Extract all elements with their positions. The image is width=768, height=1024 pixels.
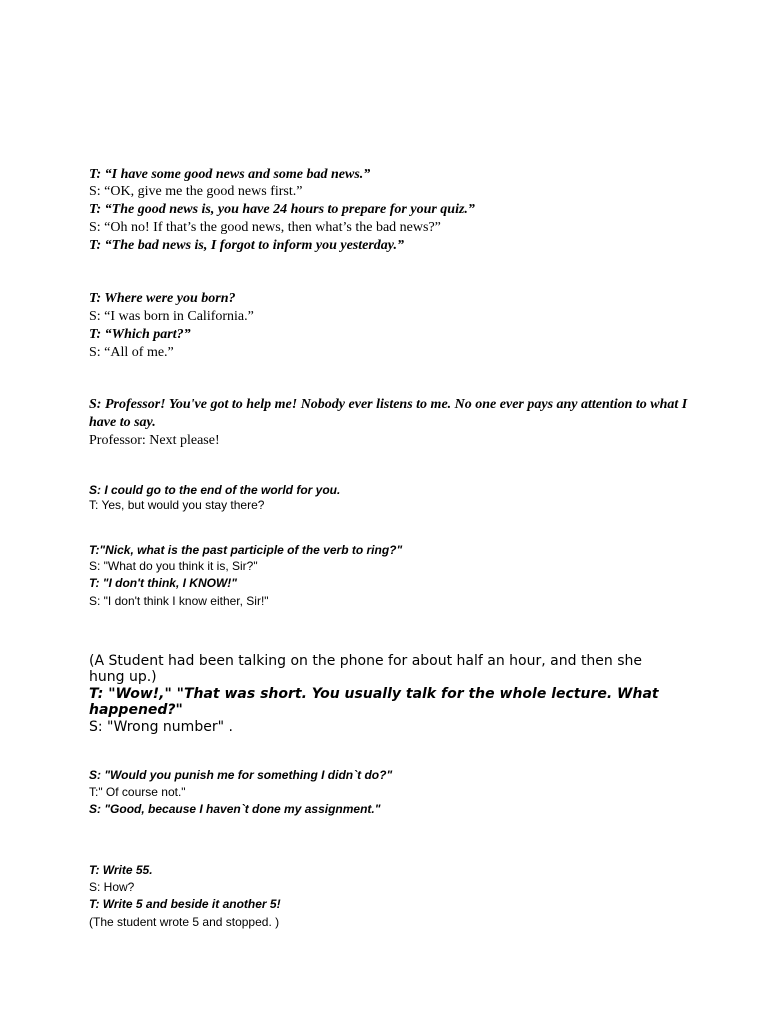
student-line: S: "Good, because I haven`t done my assignment." bbox=[89, 802, 381, 816]
narration-line: (The student wrote 5 and stopped. ) bbox=[89, 915, 280, 929]
student-line: S: "What do you think it is, Sir?" bbox=[89, 559, 258, 573]
teacher-line: T: “Which part?” bbox=[89, 327, 191, 342]
student-line: S: "I don't think I know either, Sir!" bbox=[89, 594, 269, 608]
student-line: S: “I was born in California.” bbox=[89, 309, 254, 324]
teacher-line: T: Yes, but would you stay there? bbox=[89, 498, 265, 512]
teacher-line: T: "I don't think, I KNOW!" bbox=[89, 576, 237, 590]
student-line: S: How? bbox=[89, 880, 135, 894]
teacher-line: T: “I have some good news and some bad news.” bbox=[89, 167, 371, 182]
professor-line: Professor: Next please! bbox=[89, 433, 220, 448]
teacher-line: T:" Of course not." bbox=[89, 785, 186, 799]
student-line: S: "Wrong number" . bbox=[89, 719, 233, 735]
teacher-line: T: Write 5 and beside it another 5! bbox=[89, 897, 281, 911]
student-line: S: I could go to the end of the world for you. bbox=[89, 483, 341, 497]
student-line: S: “All of me.” bbox=[89, 345, 174, 360]
teacher-line: T: “The good news is, you have 24 hours to prepare for your quiz.” bbox=[89, 202, 475, 217]
student-line: S: “Oh no! If that’s the good news, then what’s the bad news?” bbox=[89, 220, 441, 235]
teacher-line: T: “The bad news is, I forgot to inform you yesterday.” bbox=[89, 238, 404, 253]
student-line: S: "Would you punish me for something I didn`t do?" bbox=[89, 768, 393, 782]
student-line: S: Professor! You've got to help me! Nobody ever listens to me. No one ever pays any attention to what I have to say. bbox=[89, 397, 688, 430]
narration-line: (A Student had been talking on the phone for about half an hour, and then she hung up.) bbox=[89, 653, 643, 685]
teacher-line: T: Write 55. bbox=[89, 863, 153, 877]
teacher-line: T: Where were you born? bbox=[89, 291, 236, 306]
teacher-line: T: "Wow!," "That was short. You usually talk for the whole lecture. What happened?" bbox=[89, 686, 659, 718]
teacher-line: T:"Nick, what is the past participle of the verb to ring?" bbox=[89, 543, 403, 557]
student-line: S: “OK, give me the good news first.” bbox=[89, 184, 303, 199]
